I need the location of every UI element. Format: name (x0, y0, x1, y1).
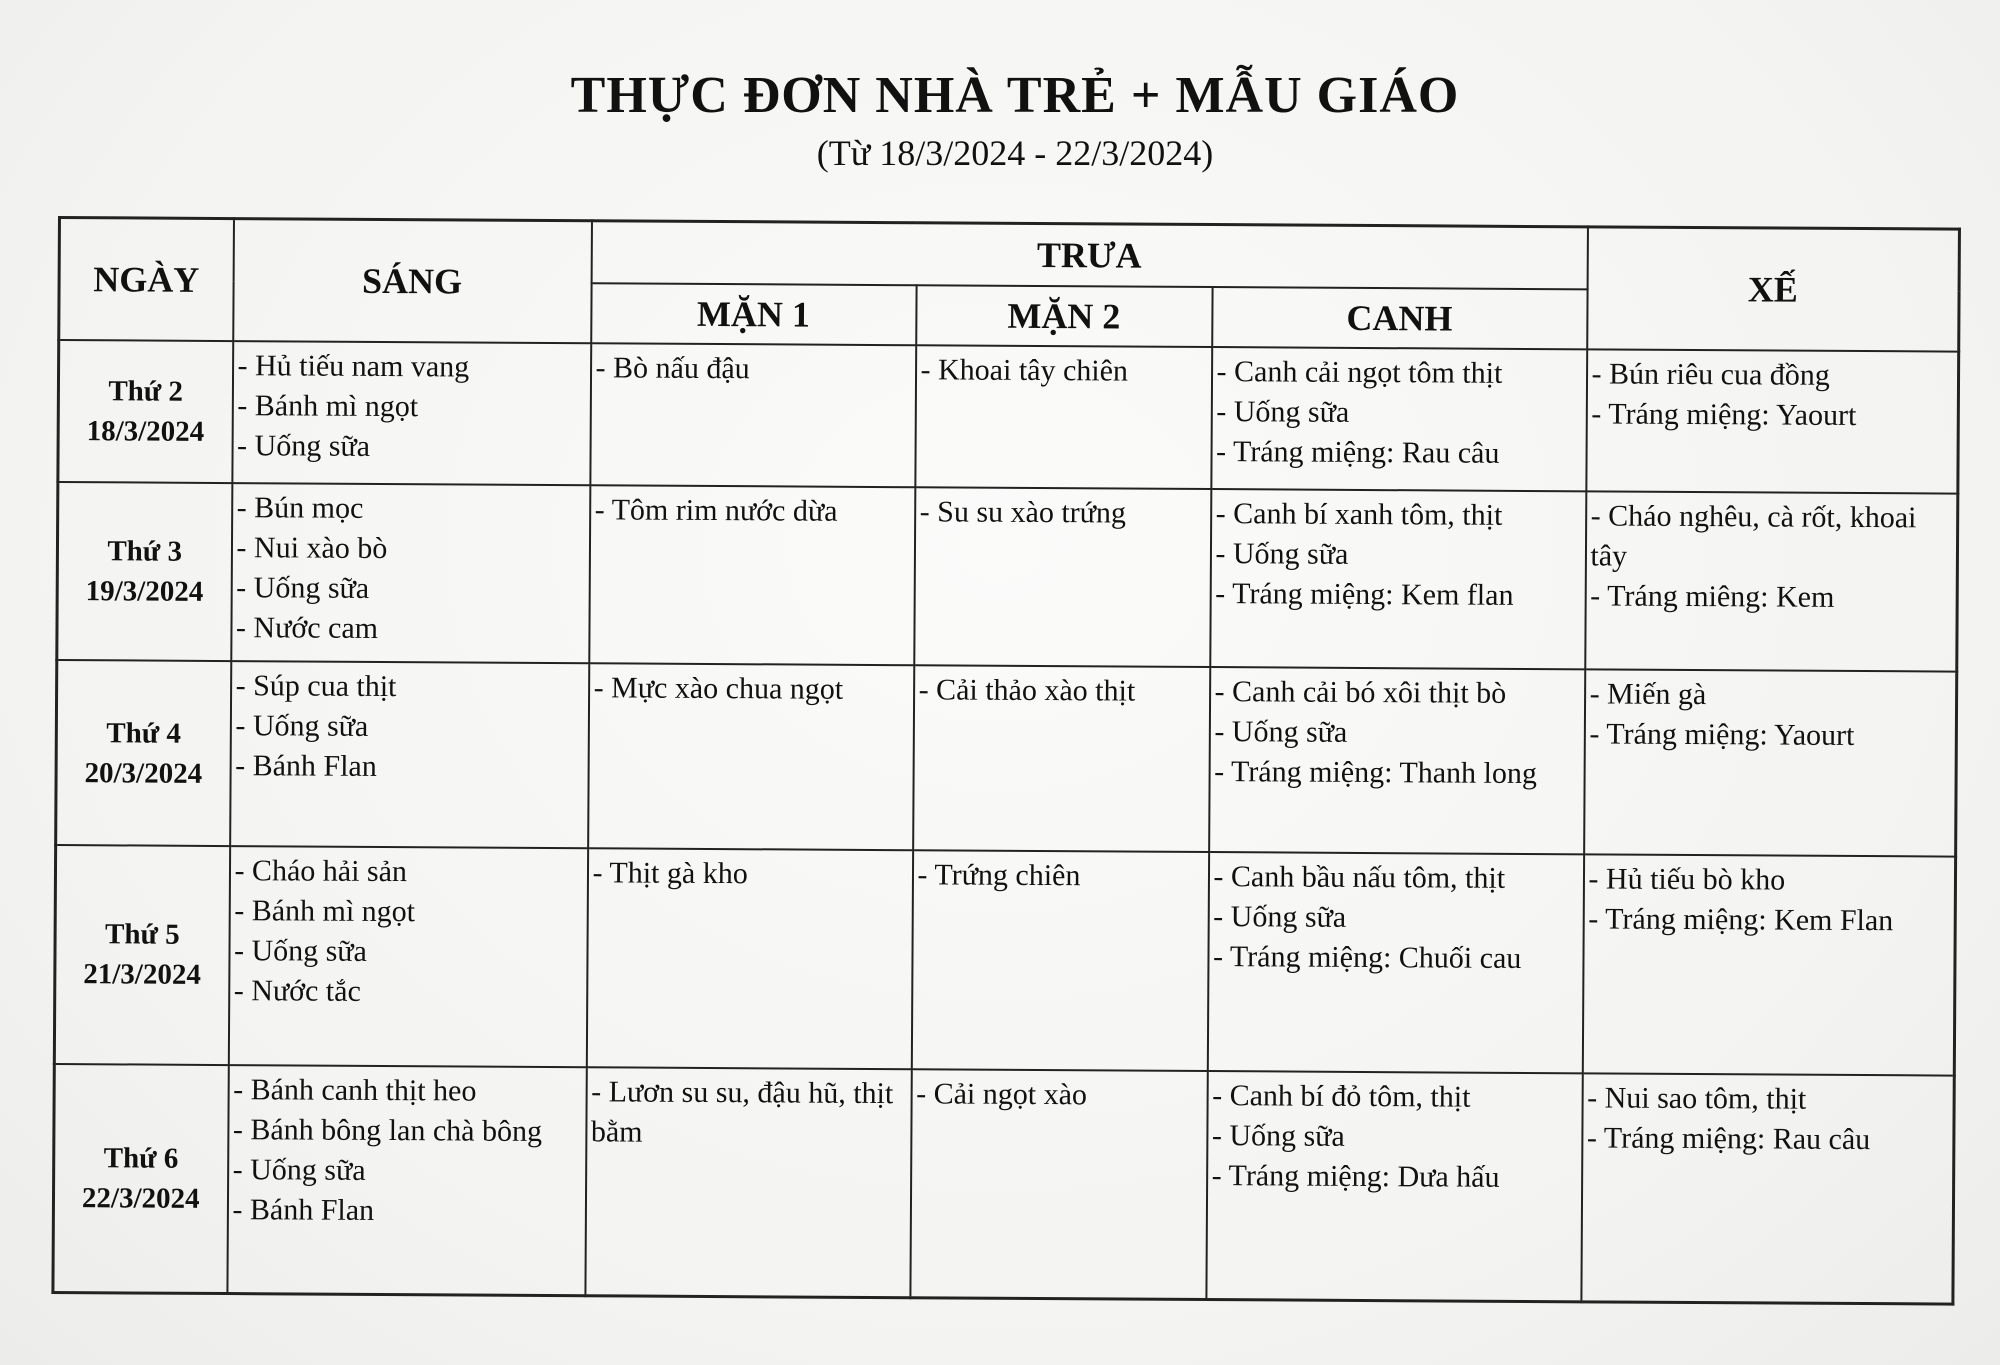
day-cell (53, 1064, 228, 1294)
xe-cell (1581, 1073, 1954, 1304)
menu-item: - Bánh mì ngọt (237, 388, 419, 423)
day-cell (58, 340, 233, 483)
man2-cell (913, 666, 1210, 852)
man2-cell (911, 850, 1208, 1070)
menu-table (51, 216, 1961, 1306)
menu-item: - Bánh mì ngọt (234, 894, 416, 929)
menu-item: - Trứng chiên (917, 858, 1081, 893)
menu-item: - Bún riêu cua đồng (1591, 356, 1830, 392)
man1-cell (590, 343, 916, 487)
xe-cell (1586, 349, 1959, 494)
menu-item: - Lươn su su, đậu hũ, thịt bằm (590, 1075, 894, 1149)
sang-cell (228, 846, 587, 1067)
menu-item: - Bánh canh thịt heo (233, 1072, 477, 1108)
menu-item: - Nước tắc (233, 974, 361, 1008)
header-sang: SÁNG (233, 219, 592, 343)
menu-item: - Canh cải bó xôi thịt bò (1214, 675, 1507, 711)
menu-item: - Bánh Flan (235, 749, 377, 784)
menu-item: - Cháo nghêu, cà rốt, khoai tây (1590, 499, 1917, 573)
header-man1: MẶN 1 (591, 283, 916, 345)
menu-item: - Canh bí xanh tôm, thịt (1215, 497, 1503, 532)
man2-cell (915, 345, 1212, 489)
man2-cell (914, 487, 1211, 667)
table-row (57, 482, 1958, 672)
man1-cell (588, 664, 914, 851)
menu-item: - Uống sữa (1215, 537, 1349, 571)
menu-item: - Canh bầu nấu tôm, thịt (1213, 860, 1506, 895)
menu-item: - Khoai tây chiên (920, 352, 1129, 388)
menu-item: - Tráng miệng: Rau câu (1586, 1121, 1871, 1156)
menu-item: - Uống sữa (237, 428, 371, 463)
day-name: Thứ 6 (103, 1142, 179, 1175)
header-xe: XẾ (1587, 227, 1960, 351)
table-row (56, 660, 1957, 856)
header-canh: CANH (1212, 287, 1587, 349)
canh-cell (1206, 1071, 1582, 1302)
man1-cell (586, 848, 912, 1069)
sang-cell (231, 483, 590, 664)
sang-cell (232, 341, 591, 486)
menu-item: - Uống sữa (233, 934, 368, 968)
menu-item: - Nui xào bò (236, 531, 388, 565)
day-date: 18/3/2024 (86, 414, 205, 448)
sang-cell (230, 662, 589, 849)
day-date: 21/3/2024 (83, 958, 202, 992)
menu-item: - Bò nấu đậu (595, 350, 750, 385)
table-row (53, 1064, 1954, 1304)
menu-item: - Uống sữa (1214, 715, 1348, 750)
menu-item: - Tráng miệng: Kem flan (1215, 577, 1514, 612)
day-date: 20/3/2024 (84, 756, 203, 790)
menu-item: - Súp cua thịt (235, 669, 397, 704)
menu-item: - Uống sữa (235, 709, 369, 744)
header-ngay: NGÀY (59, 218, 234, 341)
menu-item: - Nước cam (235, 611, 379, 645)
menu-item: - Bánh Flan (232, 1192, 375, 1227)
menu-item: - Hủ tiếu nam vang (237, 348, 470, 384)
menu-item: - Thịt gà kho (592, 856, 748, 891)
menu-item: - Mực xào chua ngọt (593, 671, 844, 707)
menu-item: - Bánh bông lan chà bông (232, 1112, 543, 1148)
menu-item: - Canh cải ngọt tôm thịt (1216, 354, 1503, 390)
date-range-subtitle: (Từ 18/3/2024 - 22/3/2024) (816, 133, 1214, 173)
table-row (58, 340, 1959, 494)
day-name: Thứ 2 (108, 375, 184, 408)
menu-item: - Uống sữa (236, 571, 370, 605)
menu-item: - Cải ngọt xào (916, 1077, 1088, 1112)
canh-cell (1211, 347, 1587, 492)
menu-item: - Uống sữa (1213, 900, 1347, 934)
menu-item: - Uống sữa (1216, 394, 1350, 429)
day-name: Thứ 5 (104, 918, 180, 952)
header-trua: TRƯA (591, 221, 1587, 289)
menu-item: - Tráng miệng: Chuối cau (1212, 940, 1522, 976)
day-name: Thứ 4 (106, 717, 182, 750)
menu-item: - Tráng miệng: Kem Flan (1588, 902, 1894, 938)
xe-cell (1584, 670, 1957, 857)
menu-item: - Tráng miệng: Dưa hấu (1211, 1158, 1500, 1194)
sang-cell (227, 1065, 586, 1296)
day-cell (54, 845, 229, 1065)
menu-item: - Cải thảo xào thịt (918, 673, 1136, 709)
menu-item: - Tráng miêng: Kem (1590, 579, 1835, 614)
xe-cell (1582, 854, 1955, 1075)
day-cell (57, 482, 232, 662)
man1-cell (585, 1067, 911, 1298)
canh-cell (1209, 668, 1585, 855)
menu-item: - Tráng miệng: Yaourt (1591, 396, 1857, 432)
menu-item: - Tráng miệng: Yaourt (1589, 717, 1855, 753)
menu-item: - Tôm rim nước dừa (594, 493, 838, 528)
menu-item: - Uống sữa (1211, 1118, 1345, 1153)
day-date: 19/3/2024 (85, 575, 204, 609)
table-row (54, 845, 1955, 1075)
menu-item: - Miến gà (1589, 677, 1707, 712)
page-title: THỰC ĐƠN NHÀ TRẺ + MẪU GIÁO (570, 67, 1460, 124)
xe-cell (1585, 491, 1958, 672)
menu-item: - Tráng miệng: Rau câu (1215, 434, 1500, 470)
menu-item: - Tráng miệng: Thanh long (1214, 755, 1538, 791)
menu-item: - Bún mọc (236, 491, 364, 525)
day-date: 22/3/2024 (81, 1182, 200, 1215)
day-cell (56, 660, 231, 846)
canh-cell (1210, 489, 1586, 670)
menu-item: - Nui sao tôm, thịt (1587, 1081, 1807, 1116)
menu-item: - Hủ tiếu bò kho (1588, 862, 1786, 897)
man1-cell (589, 485, 915, 666)
menu-item: - Su su xào trứng (919, 495, 1127, 530)
day-name: Thứ 3 (107, 535, 183, 568)
menu-item: - Canh bí đỏ tôm, thịt (1212, 1078, 1471, 1114)
header-man2: MẶN 2 (916, 285, 1212, 347)
menu-item: - Uống sữa (232, 1152, 366, 1187)
menu-item: - Cháo hải sản (234, 854, 408, 889)
canh-cell (1207, 852, 1583, 1073)
man2-cell (910, 1069, 1207, 1300)
